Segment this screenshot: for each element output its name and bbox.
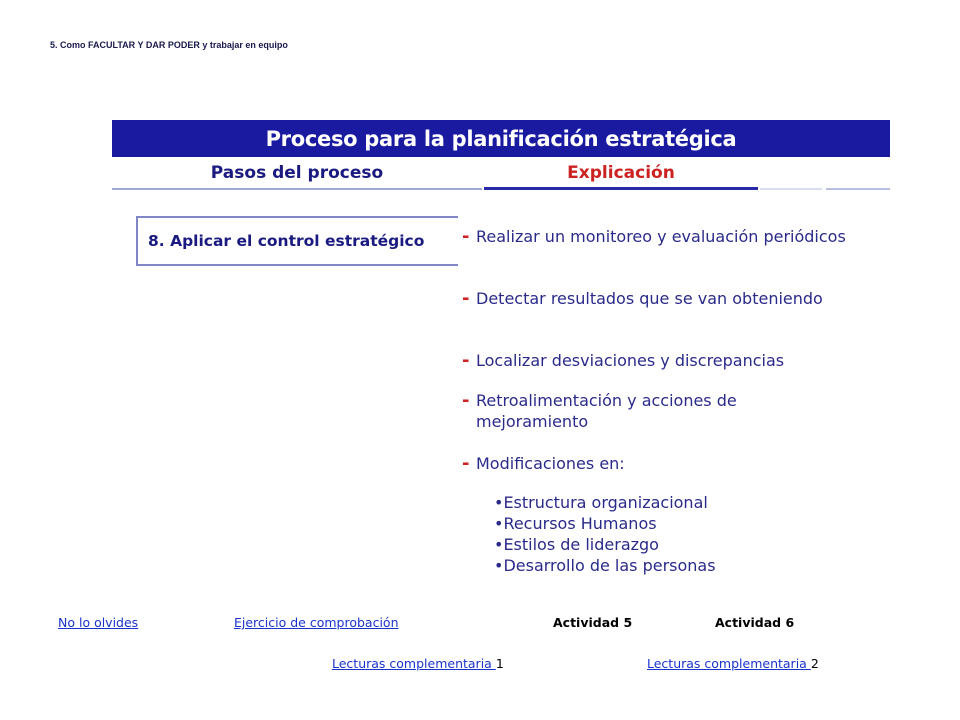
explanation-header-rule — [484, 187, 758, 190]
header-rule-segment — [760, 188, 822, 190]
header-rule-segment — [826, 188, 890, 190]
dash-bullet: - — [462, 390, 470, 411]
explanation-item — [462, 288, 876, 309]
slide-title: Proceso para la planificación estratégica — [112, 120, 890, 157]
lecturas-2-link[interactable]: Lecturas complementaria — [647, 656, 811, 671]
sub-item: •Estilos de liderazgo — [494, 535, 659, 554]
actividad-6-label: Actividad 6 — [715, 615, 795, 630]
explanation-item — [462, 350, 876, 371]
explanation-text: Localizar desviaciones y discrepancias — [476, 351, 785, 370]
steps-column-header: Pasos del proceso — [210, 163, 384, 183]
nav-actividad-5 — [553, 615, 632, 630]
nav-lecturas-2 — [647, 656, 819, 671]
dash-bullet: - — [462, 350, 470, 371]
nav-ejercicio — [234, 615, 399, 630]
lecturas-1-number: 1 — [495, 656, 504, 671]
explanation-text: Retroalimentación y acciones de mejoramiento — [476, 391, 737, 431]
no-lo-olvides-link[interactable]: No lo olvides — [58, 615, 139, 630]
explanation-text: Detectar resultados que se van obteniendo — [476, 289, 823, 308]
explanation-text: Realizar un monitoreo y evaluación periódicos — [476, 227, 846, 246]
dash-bullet: - — [462, 288, 470, 309]
lecturas-1-link[interactable]: Lecturas complementaria — [332, 656, 496, 671]
actividad-5-label: Actividad 5 — [553, 615, 633, 630]
step-label: 8. Aplicar el control estratégico — [148, 232, 425, 250]
sub-item: •Estructura organizacional — [494, 493, 708, 512]
lecturas-2-number: 2 — [810, 656, 819, 671]
sub-item: •Desarrollo de las personas — [494, 556, 716, 575]
nav-no-lo-olvides — [58, 615, 138, 630]
dash-bullet: - — [462, 226, 470, 247]
nav-actividad-6 — [715, 615, 794, 630]
dash-bullet: - — [462, 453, 470, 474]
explanation-item — [462, 226, 876, 247]
steps-header-rule — [112, 188, 482, 190]
sub-item: •Recursos Humanos — [494, 514, 657, 533]
explanation-item — [462, 453, 876, 474]
explanation-item — [462, 390, 776, 432]
explanation-column-header: Explicación — [567, 163, 675, 183]
explanation-text: Modificaciones en: — [476, 454, 625, 473]
ejercicio-link[interactable]: Ejercicio de comprobación — [234, 615, 399, 630]
step-box — [136, 216, 458, 266]
nav-lecturas-1 — [332, 656, 504, 671]
modifications-sublist — [494, 492, 716, 576]
breadcrumb: 5. Como FACULTAR Y DAR PODER y trabajar en equipo — [50, 40, 288, 50]
